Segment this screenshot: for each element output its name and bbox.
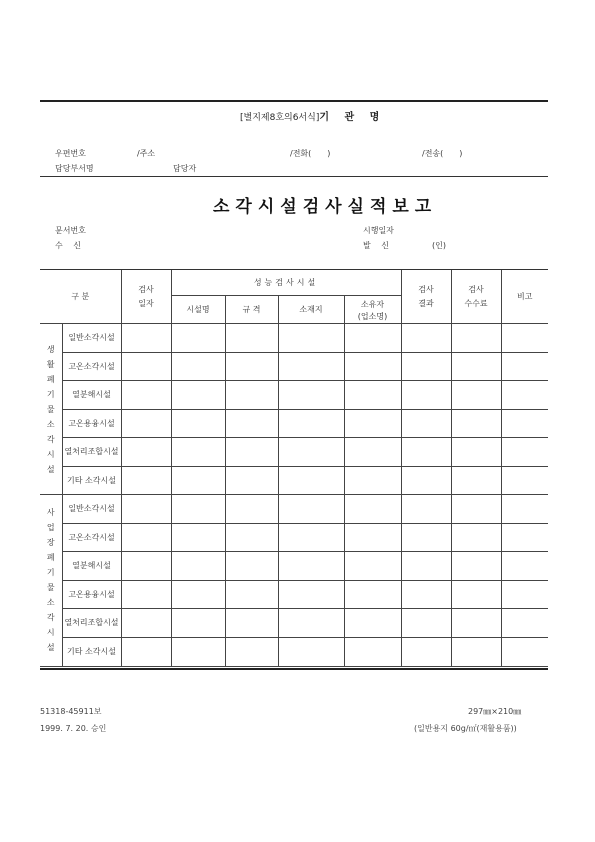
cell-owner[interactable] bbox=[344, 438, 401, 467]
cell-remark[interactable] bbox=[501, 580, 548, 609]
cell-fee[interactable] bbox=[451, 352, 501, 381]
report-header bbox=[40, 177, 548, 270]
table-row bbox=[40, 324, 548, 353]
row-label: 열처리조합시설 bbox=[62, 609, 121, 638]
row-label: 기타 소각시설 bbox=[62, 466, 121, 495]
remark-header: 비고 bbox=[501, 270, 548, 324]
cell-spec[interactable] bbox=[225, 324, 278, 353]
cell-facility[interactable] bbox=[171, 381, 225, 410]
recipient-label: 수 신 bbox=[55, 241, 81, 250]
cell-location[interactable] bbox=[278, 352, 344, 381]
group-label-text: 생활폐기물소각시설 bbox=[46, 344, 55, 474]
form-title-line bbox=[240, 108, 385, 123]
cell-facility[interactable] bbox=[171, 466, 225, 495]
location-header: 소재지 bbox=[278, 296, 344, 324]
cell-owner[interactable] bbox=[344, 580, 401, 609]
table-row bbox=[40, 523, 548, 552]
cell-date[interactable] bbox=[121, 552, 171, 581]
cell-fee[interactable] bbox=[451, 609, 501, 638]
cell-date[interactable] bbox=[121, 438, 171, 467]
cell-date[interactable] bbox=[121, 495, 171, 524]
cell-spec[interactable] bbox=[225, 523, 278, 552]
cell-result[interactable] bbox=[401, 495, 451, 524]
cell-facility[interactable] bbox=[171, 523, 225, 552]
cell-location[interactable] bbox=[278, 552, 344, 581]
cell-facility[interactable] bbox=[171, 609, 225, 638]
report-title: 소각시설검사실적보고 bbox=[213, 197, 438, 217]
cell-location[interactable] bbox=[278, 523, 344, 552]
cell-spec[interactable] bbox=[225, 438, 278, 467]
cell-location[interactable] bbox=[278, 495, 344, 524]
cell-result[interactable] bbox=[401, 324, 451, 353]
cell-owner[interactable] bbox=[344, 609, 401, 638]
cell-remark[interactable] bbox=[501, 466, 548, 495]
cell-fee[interactable] bbox=[451, 381, 501, 410]
inspection-report-form bbox=[40, 100, 548, 670]
cell-spec[interactable] bbox=[225, 466, 278, 495]
cell-remark[interactable] bbox=[501, 324, 548, 353]
cell-location[interactable] bbox=[278, 466, 344, 495]
cell-fee[interactable] bbox=[451, 580, 501, 609]
cell-facility[interactable] bbox=[171, 352, 225, 381]
cell-spec[interactable] bbox=[225, 352, 278, 381]
cell-date[interactable] bbox=[121, 409, 171, 438]
row-label: 고온용융시설 bbox=[62, 409, 121, 438]
dept-label: 담당부서명 bbox=[55, 164, 94, 173]
cell-remark[interactable] bbox=[501, 495, 548, 524]
category-header: 구 분 bbox=[40, 270, 121, 324]
row-label: 열처리조합시설 bbox=[62, 438, 121, 467]
cell-remark[interactable] bbox=[501, 552, 548, 581]
cell-date[interactable] bbox=[121, 466, 171, 495]
cell-spec[interactable] bbox=[225, 637, 278, 666]
row-label: 일반소각시설 bbox=[62, 495, 121, 524]
cell-date[interactable] bbox=[121, 352, 171, 381]
table-row bbox=[40, 438, 548, 467]
cell-location[interactable] bbox=[278, 381, 344, 410]
inspection-date-header: 검사 일자 bbox=[121, 270, 171, 324]
cell-result[interactable] bbox=[401, 352, 451, 381]
cell-facility[interactable] bbox=[171, 438, 225, 467]
cell-fee[interactable] bbox=[451, 324, 501, 353]
cell-result[interactable] bbox=[401, 381, 451, 410]
cell-remark[interactable] bbox=[501, 637, 548, 666]
row-label: 고온소각시설 bbox=[62, 352, 121, 381]
form-code: 51318-45911보 bbox=[40, 707, 102, 716]
fee-header: 검사 수수료 bbox=[451, 270, 501, 324]
cell-result[interactable] bbox=[401, 580, 451, 609]
cell-result[interactable] bbox=[401, 609, 451, 638]
cell-date[interactable] bbox=[121, 580, 171, 609]
table-row bbox=[40, 552, 548, 581]
cell-result[interactable] bbox=[401, 438, 451, 467]
group-label-household bbox=[40, 324, 62, 495]
cell-spec[interactable] bbox=[225, 495, 278, 524]
row-label: 열분해시설 bbox=[62, 552, 121, 581]
cell-spec[interactable] bbox=[225, 409, 278, 438]
cell-result[interactable] bbox=[401, 523, 451, 552]
cell-facility[interactable] bbox=[171, 637, 225, 666]
table-header-row bbox=[40, 270, 548, 296]
cell-spec[interactable] bbox=[225, 609, 278, 638]
cell-location[interactable] bbox=[278, 637, 344, 666]
cell-remark[interactable] bbox=[501, 352, 548, 381]
cell-remark[interactable] bbox=[501, 409, 548, 438]
paper-type: (일반용지 60g/㎡(재활용품)) bbox=[414, 724, 517, 733]
cell-owner[interactable] bbox=[344, 495, 401, 524]
table-row bbox=[40, 352, 548, 381]
cell-result[interactable] bbox=[401, 466, 451, 495]
cell-result[interactable] bbox=[401, 409, 451, 438]
cell-fee[interactable] bbox=[451, 466, 501, 495]
cell-owner[interactable] bbox=[344, 466, 401, 495]
cell-fee[interactable] bbox=[451, 552, 501, 581]
cell-date[interactable] bbox=[121, 381, 171, 410]
cell-fee[interactable] bbox=[451, 523, 501, 552]
row-label: 일반소각시설 bbox=[62, 324, 121, 353]
phone-label: /전화( ) bbox=[290, 149, 331, 158]
approval-date: 1999. 7. 20. 승인 bbox=[40, 724, 107, 733]
cell-date[interactable] bbox=[121, 609, 171, 638]
form-number: [별지제8호의6서식] bbox=[240, 113, 320, 123]
cell-location[interactable] bbox=[278, 438, 344, 467]
cell-owner[interactable] bbox=[344, 381, 401, 410]
table-row bbox=[40, 580, 548, 609]
date-label: 시행일자 bbox=[363, 226, 394, 235]
cell-date[interactable] bbox=[121, 637, 171, 666]
cell-facility[interactable] bbox=[171, 495, 225, 524]
seal-label: (인) bbox=[432, 241, 446, 250]
address-label: /주소 bbox=[137, 149, 156, 158]
result-header: 검사 결과 bbox=[401, 270, 451, 324]
cell-facility[interactable] bbox=[171, 409, 225, 438]
cell-location[interactable] bbox=[278, 609, 344, 638]
cell-fee[interactable] bbox=[451, 637, 501, 666]
cell-location[interactable] bbox=[278, 580, 344, 609]
doc-number-label: 문서번호 bbox=[55, 226, 86, 235]
table-row bbox=[40, 609, 548, 638]
performance-group-header: 성능검사시설 bbox=[171, 270, 401, 296]
cell-fee[interactable] bbox=[451, 495, 501, 524]
cell-fee[interactable] bbox=[451, 438, 501, 467]
cell-remark[interactable] bbox=[501, 523, 548, 552]
table-row bbox=[40, 637, 548, 666]
fax-label: /전송( ) bbox=[422, 149, 463, 158]
group-label-text: 사업장폐기물소각시설 bbox=[46, 508, 55, 653]
cell-date[interactable] bbox=[121, 523, 171, 552]
owner-header: 소유자 (업소명) bbox=[344, 296, 401, 324]
table-row bbox=[40, 409, 548, 438]
table-row bbox=[40, 495, 548, 524]
cell-location[interactable] bbox=[278, 409, 344, 438]
cell-result[interactable] bbox=[401, 637, 451, 666]
cell-result[interactable] bbox=[401, 552, 451, 581]
person-label: 담당자 bbox=[173, 164, 197, 173]
paper-size: 297㎜×210㎜ bbox=[468, 707, 522, 716]
row-label: 기타 소각시설 bbox=[62, 637, 121, 666]
cell-facility[interactable] bbox=[171, 552, 225, 581]
row-label: 열분해시설 bbox=[62, 381, 121, 410]
inspection-table bbox=[40, 270, 548, 667]
sender-label: 발 신 bbox=[363, 241, 389, 250]
cell-remark[interactable] bbox=[501, 438, 548, 467]
postal-label: 우편번호 bbox=[55, 149, 86, 158]
cell-facility[interactable] bbox=[171, 324, 225, 353]
cell-spec[interactable] bbox=[225, 552, 278, 581]
cell-remark[interactable] bbox=[501, 609, 548, 638]
group-label-business bbox=[40, 495, 62, 667]
table-row bbox=[40, 381, 548, 410]
cell-spec[interactable] bbox=[225, 580, 278, 609]
cell-owner[interactable] bbox=[344, 409, 401, 438]
agency-header bbox=[40, 102, 548, 177]
table-row bbox=[40, 466, 548, 495]
cell-owner[interactable] bbox=[344, 637, 401, 666]
cell-owner[interactable] bbox=[344, 352, 401, 381]
facility-name-header: 시설명 bbox=[171, 296, 225, 324]
cell-facility[interactable] bbox=[171, 580, 225, 609]
cell-remark[interactable] bbox=[501, 381, 548, 410]
agency-label: 기 관 명 bbox=[319, 112, 386, 123]
cell-date[interactable] bbox=[121, 324, 171, 353]
cell-location[interactable] bbox=[278, 324, 344, 353]
cell-owner[interactable] bbox=[344, 324, 401, 353]
cell-owner[interactable] bbox=[344, 523, 401, 552]
row-label: 고온용융시설 bbox=[62, 580, 121, 609]
row-label: 고온소각시설 bbox=[62, 523, 121, 552]
cell-fee[interactable] bbox=[451, 409, 501, 438]
spec-header: 규 격 bbox=[225, 296, 278, 324]
cell-owner[interactable] bbox=[344, 552, 401, 581]
cell-spec[interactable] bbox=[225, 381, 278, 410]
